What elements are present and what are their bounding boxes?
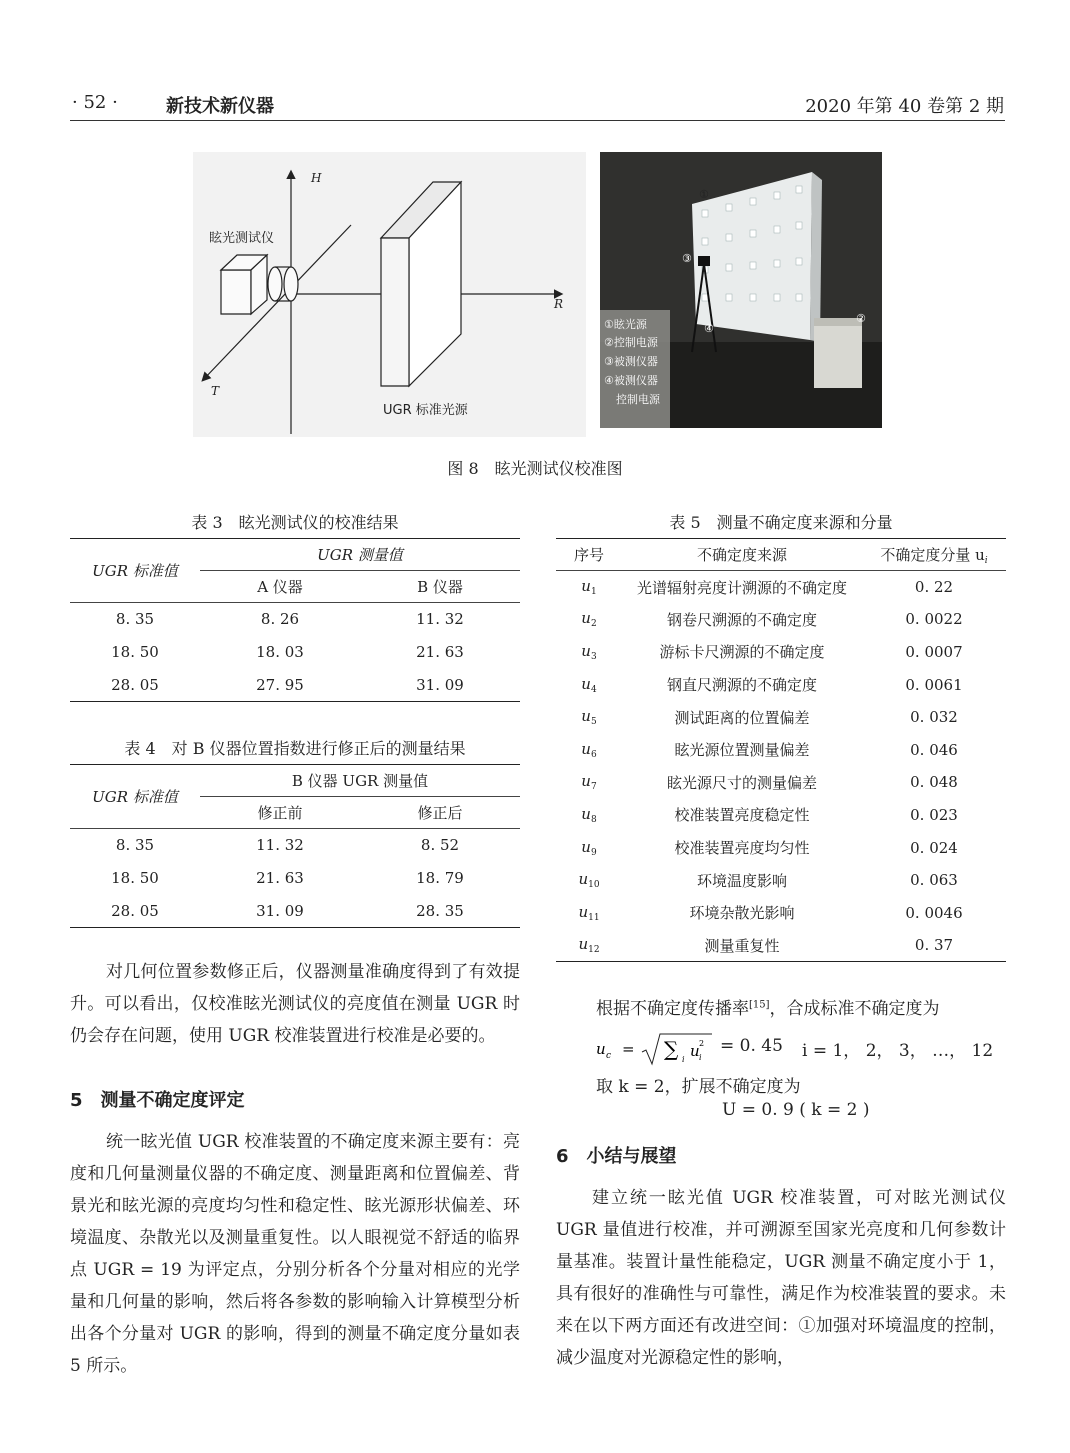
source-label: UGR 标准光源 [383,403,468,418]
table-cell: 0. 024 [910,838,958,857]
marker-2: ② [856,312,866,325]
instrument-label: 眩光测试仪 [209,231,275,246]
svg-text:=: = [622,1040,635,1058]
table-cell: $u_{10}$ [578,870,600,891]
table-cell: 18. 79 [416,869,464,887]
combined-uncertainty-formula [596,1032,1016,1066]
formula-range: i = 1， 2， 3， …， 12 [802,1041,994,1061]
table-cell: $u_5$ [581,707,597,728]
table-cell: 31. 09 [416,675,464,694]
table-cell: 0. 0061 [905,675,963,694]
table-cell: 28. 05 [111,675,159,694]
table-row [556,668,1006,701]
table-cell: $u_{12}$ [578,935,600,956]
table-cell: 0. 032 [910,708,958,727]
figure8-caption: 图 8 眩光测试仪校准图 [447,459,623,478]
propagation-line: 根据不确定度传播率[15]，合成标准不确定度为 [596,999,940,1019]
table-cell: 0. 063 [910,871,958,890]
table-cell: $u_3$ [581,641,597,662]
table-cell: 0. 37 [914,936,954,955]
table-cell: 校准装置亮度稳定性 [674,806,810,825]
paragraph-3: 建立统一眩光值 UGR 校准装置，可对眩光测试仪 UGR 量值进行校准，并可溯源至国家光亮度和几何参数计量基准。装置计量性能稳定，UGR 测量不确定度小于 1，具有很好的准确性与可靠性，满足作为校准装置的要求。未来在以下两方面还有改进空间：①加强对环境温度的控制，减少温度对光源稳定性的影响， [556,1188,1006,1368]
table-cell: 0. 048 [910,773,958,792]
table5-header-index: 序号 [573,546,604,564]
marker-1: ① [699,188,709,201]
table5-header-component: 不确定度分量 $u_i$ [880,545,988,566]
photo-legend-5: 控制电源 [616,393,660,406]
table-cell: 环境杂散光影响 [689,904,795,923]
table4-sub-before: 修正前 [200,797,360,829]
table-cell: 眩光源位置测量偏差 [674,741,810,760]
table-cell: 18. 50 [111,869,159,887]
svg-text:i: i [699,1053,702,1062]
table5-header-source: 不确定度来源 [696,546,787,564]
table-row [70,895,520,928]
table-cell: 钢卷尺溯源的不确定度 [666,610,817,629]
table-cell: $u_9$ [581,837,597,858]
section-6-heading: 6 小结与展望 [556,1146,677,1167]
table-cell: $u_4$ [581,674,597,695]
table-row [556,864,1006,897]
table-row [556,603,1006,636]
table-cell: 11. 32 [256,836,304,855]
table3 [70,538,520,702]
table-cell: 校准装置亮度均匀性 [674,839,810,858]
calibration-diagram [193,152,586,437]
expanded-uncertainty-line: 取 k = 2，扩展不确定度为 [596,1077,801,1097]
table5-title: 表 5 测量不确定度来源和分量 [669,513,893,532]
svg-text:c: c [606,1051,612,1061]
table4-title: 表 4 对 B 仪器位置指数进行修正后的测量结果 [124,739,466,758]
table-cell: 18. 03 [256,643,304,661]
table-cell: 光谱辐射亮度计溯源的不确定度 [636,578,847,597]
table-cell: 0. 22 [914,578,954,597]
section-5-heading: 5 测量不确定度评定 [70,1090,245,1111]
table-row [70,669,520,702]
table-cell: $u_1$ [581,577,597,598]
table-cell: 眩光源尺寸的测量偏差 [666,773,817,792]
table-cell: 28. 35 [416,901,464,920]
table-cell: 游标卡尺溯源的不确定度 [659,643,825,662]
axis-t-label: T [211,384,220,398]
table-cell: 测试距离的位置偏差 [674,708,810,727]
table-cell: 0. 0007 [905,642,963,661]
calibration-photo [600,152,882,428]
table-row [556,766,1006,799]
marker-3: ③ [682,252,692,265]
table4-group-header: B 仪器 UGR 测量值 [200,765,520,797]
svg-text:i: i [682,1055,685,1064]
photo-legend-2: ②控制电源 [604,336,658,349]
svg-text:∑: ∑ [664,1037,679,1061]
table-row [556,571,1006,604]
table-row [556,831,1006,864]
paragraph-2: 统一眩光值 UGR 校准装置的不确定度来源主要有：亮度和几何量测量仪器的不确定度、测量距离和位置偏差、背景光和眩光源的亮度均匀性和稳定性、眩光源形状偏差、环境温度、杂散光以及测量重复性。以人眼视觉不舒适的临界点 UGR = 19 为评定点，分别分析各个分量对相应的光学量和几何量的影响，然后将各参数的影响输入计算模型分析出各个分量对 UGR 的影响，得到的测量不确定度分量如表 5 所示。 [70,1132,520,1376]
axis-h-label: H [311,171,322,185]
journal-title: 新技术新仪器 [166,96,274,117]
table-cell: 8. 35 [115,836,155,855]
table4 [70,764,520,928]
table-cell: 18. 50 [111,643,159,661]
table-cell: 0. 0022 [905,610,963,629]
table-row [70,603,520,636]
table-cell: 31. 09 [256,901,304,920]
table-row [556,799,1006,832]
photo-legend-1: ①眩光源 [604,318,647,331]
table-cell: $u_7$ [581,772,597,793]
svg-text:2: 2 [699,1039,705,1048]
table3-group-header: UGR 测量值 [200,539,520,571]
table-cell: 0. 0046 [905,903,963,922]
svg-text:u: u [690,1042,700,1060]
table-row [556,636,1006,669]
table-cell: 8. 52 [420,836,460,855]
table-row [70,829,520,862]
table-row [70,862,520,895]
photo-legend-4: ④被测仪器 [604,374,658,387]
photo-legend-3: ③被测仪器 [604,355,658,368]
axis-r-label: R [554,297,564,311]
table-cell: $u_2$ [581,609,597,630]
table-cell: $u_8$ [581,804,597,825]
issue-info: 2020 年第 40 卷第 2 期 [805,96,1004,117]
table-cell: 钢直尺溯源的不确定度 [666,676,817,695]
table5 [556,538,1006,962]
table-cell: 0. 046 [910,740,958,759]
table3-sub-b: B 仪器 [360,571,520,603]
table-row [556,896,1006,929]
table4-col1: UGR 标准值 [70,765,200,829]
reference-15: [15] [749,999,770,1011]
table-row [556,701,1006,734]
expanded-uncertainty-formula: U = 0. 9 ( k = 2 ) [722,1100,870,1120]
table-cell: 11. 32 [416,610,464,629]
table3-sub-a: A 仪器 [200,571,360,603]
table3-title: 表 3 眩光测试仪的校准结果 [191,513,399,532]
table-row [70,636,520,669]
table3-col1: UGR 标准值 [70,539,200,603]
table-row [556,929,1006,962]
page-number: · 52 · [72,92,118,113]
table-cell: 0. 023 [910,805,958,824]
table-cell: 21. 63 [416,643,464,661]
svg-text:u: u [596,1040,606,1058]
table-cell: 环境温度影响 [696,871,787,890]
table4-sub-after: 修正后 [360,797,520,829]
table-cell: 28. 05 [111,901,159,920]
table-cell: $u_6$ [581,739,597,760]
table-cell: 8. 26 [260,610,300,629]
table-row [556,733,1006,766]
table-cell: 27. 95 [256,675,304,694]
table-cell: 8. 35 [115,610,155,629]
table-cell: $u_{11}$ [578,902,600,923]
table-cell: 21. 63 [256,869,304,887]
header-rule [70,120,1005,121]
formula-result: = 0. 45 [720,1036,783,1056]
paragraph-1: 对几何位置参数修正后，仪器测量准确度得到了有效提升。可以看出，仅校准眩光测试仪的亮度值在测量 UGR 时仍会存在问题，使用 UGR 校准装置进行校准是必要的。 [70,962,520,1046]
marker-4: ④ [704,322,714,335]
table-cell: 测量重复性 [704,936,780,955]
